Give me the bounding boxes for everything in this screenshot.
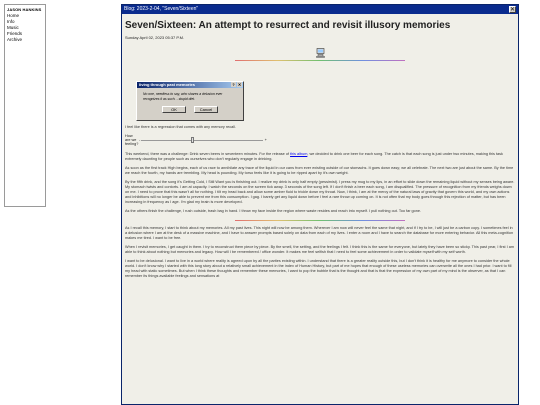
slider-thumb[interactable] bbox=[191, 137, 194, 143]
mood-slider[interactable] bbox=[139, 137, 267, 143]
nav-archive[interactable]: Archive bbox=[7, 37, 23, 42]
divider-rainbow-2 bbox=[235, 220, 405, 221]
nav-friends[interactable]: Friends bbox=[7, 31, 23, 36]
paragraph-1-text-b: , we decided to drink one beer for each song. The catch is that each song is just under two minutes, making this task extremely daunting for people such as ourselves who don't regularly engage in drinking. bbox=[125, 152, 503, 161]
album-link[interactable]: this album bbox=[290, 152, 308, 156]
paragraph-2: As soon as the first track High begins, each of us race to annihilate any trace of the liquid in our cans from ever existing outside of our stomachs. It goes down easy; we all celebrate. The next two are just about the same. By the time we reach the fourth, my hands are trembling. My head is pounding. My torso feels like it is going to be ripped apart by it's own weight. bbox=[125, 166, 514, 175]
help-icon[interactable]: ? bbox=[232, 82, 235, 87]
paragraph-4: As the others finish the challenge, I rush outside, trash bag in hand. I throw my face inside the region where waste resides and reach into myself. I pull nothing out. Too far gone. bbox=[125, 209, 422, 213]
blog-window bbox=[121, 4, 519, 405]
post-content bbox=[122, 14, 518, 279]
mood-intro: I feel like there is a regression that comes with any memory recall. bbox=[125, 125, 236, 129]
ok-button[interactable]: OK bbox=[162, 106, 186, 113]
computer-icon bbox=[125, 48, 515, 60]
window-title: Blog: 2023-2-04, "Seven/Sixteen" bbox=[124, 6, 199, 12]
post-date: Sunday April 02, 2023 05:37 P.M. bbox=[125, 35, 185, 40]
mood-row bbox=[125, 134, 515, 146]
dialog-close-icon[interactable]: ✕ bbox=[237, 82, 242, 87]
post-title: Seven/Sixteen: An attempt to resurrect and revisit illusory memories bbox=[125, 20, 451, 31]
paragraph-3: By the fifth drink, and the song it's Getting Cold, I Still Want you is finishing out. I realize my drink is only half empty (pessimist). I press my mug to my lips, in an effort to slide down the remaining liquid without my senses being aware. My stomach twists and contorts. I am at capacity. I watch the seconds on the screen tick away. 3 seconds of the song left. If I don't finish a beer each song, I am disqualified. The pressure of recognition from my friends weighs down on me. I need to prove that this wasn't all for nothing. I tilt my head back and allow some amber fluid to trickle down my throat. Now, I think, I am at the mercy of the natural laws of gravity that govern this world, and my own actions and inhibitions will no longer be able to prevent me from this consumption. I gag. I barely get any liquid down before I feel a rare throw up coming on. It is not often that my body goes through this rejection of matter, but has been increasing in frequency as I age. I'm glad my brain is more developed. bbox=[125, 180, 515, 204]
side-nav bbox=[4, 4, 46, 207]
cancel-button[interactable]: Cancel bbox=[194, 106, 218, 113]
dialog-titlebar[interactable] bbox=[137, 82, 243, 88]
mood-label: How are we feeling? bbox=[125, 134, 139, 146]
paragraph-6: When I revisit memories, I get caught in them. I try to reconstruct them piece by piece. By the smell, the setting, and the feelings I felt. I think this is the same for everyone, but lately they have been so sticky. This past year, I first I am able to think about nothing but memories and legacy. How will I be remembered / office wonder. It makes me feel selfish that I need to feel some achievement in order to validate myself with my self worth. bbox=[125, 245, 515, 254]
dialog-title: living through past memories bbox=[139, 82, 196, 87]
paragraph-5: As I recall this memory, I start to think about my memories. All my past lives. This night will now be among them. Wherever I am now will never feel the same that night, and if I try to be, I will just be a carbon copy. I sometimes feel in a delusion where I am at the desk of a massive machine, and I have to answer prompts based solely on data from each of my lives. I enter a room and I have to search the database for more entering behavior. All this meta-cognition makes me tired. I want to be free. bbox=[125, 226, 514, 240]
paragraph-7: I want to be delusional. I want to live in a world where reality is agreed upon by all the parties existing within. I understand that there is a greater reality outside this, but I don't think it is healthy for me anymore to consider the whole world. I don't know why I started with this long story about a relatively small achievement in the index of Human History, but part of me hopes that enough of these useless memories can overwrite all the ones I had prior. I want to fill my head with static sometimes. But when I think these thoughts and remember these memories, I want to pop the bubble that is the thought and that is that the expression of my own part of my mind is the observer, as that I can remember its things available feelings and sensations at bbox=[125, 259, 512, 278]
slider-min-label: - bbox=[139, 137, 141, 142]
slider-track[interactable] bbox=[141, 140, 263, 141]
nav-music[interactable]: Music bbox=[7, 25, 19, 30]
window-titlebar[interactable] bbox=[122, 5, 518, 14]
nav-home[interactable]: Home bbox=[7, 13, 20, 18]
site-brand: JASON HANKINS bbox=[7, 7, 42, 12]
memory-dialog bbox=[136, 81, 244, 121]
dialog-message: No one, needless to say, who shares a delusion ever recognizes it as such. - stupid diet. bbox=[143, 92, 223, 101]
paragraph-1-text-a: This weekend, there was a challenge: Drink seven beers in seventeen minutes. For the release of bbox=[125, 152, 291, 156]
slider-max-label: + bbox=[264, 137, 267, 142]
close-icon[interactable]: ✕ bbox=[510, 7, 516, 13]
paragraph-1 bbox=[125, 152, 515, 162]
nav-info[interactable]: Info bbox=[7, 19, 15, 24]
